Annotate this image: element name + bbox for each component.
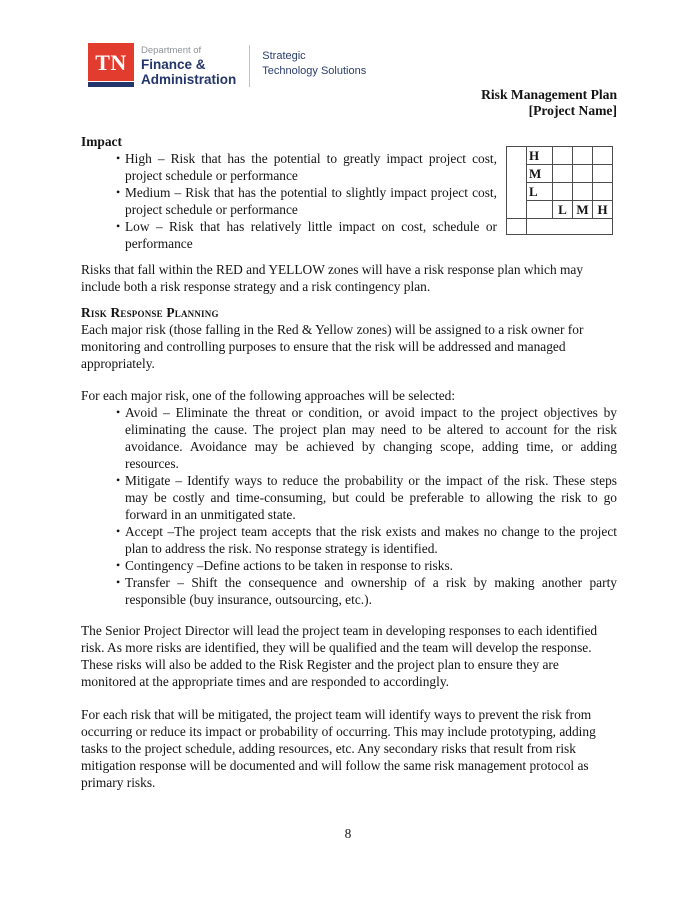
- list-item: • Mitigate – Identify ways to reduce the probability or the impact of the risk. These steps may be costly and time-consuming, but could be preferable to allowing the risk to go forward in an unmitigated state.: [125, 472, 617, 523]
- risk-matrix-table: [506, 146, 613, 235]
- matrix-row-label: H: [527, 147, 553, 165]
- agency-logo: [88, 43, 366, 87]
- matrix-row-label: L: [527, 183, 553, 201]
- impact-bullet-list: [81, 150, 497, 252]
- paragraph-approaches-intro: For each major risk, one of the following approaches will be selected:: [81, 388, 456, 403]
- document-body: [81, 133, 617, 791]
- document-title: [481, 87, 617, 118]
- division-name-block: [262, 43, 366, 78]
- matrix-col-label: L: [553, 201, 573, 219]
- list-item: • Contingency –Define actions to be taken in response to risks.: [125, 557, 617, 574]
- matrix-cell: [593, 165, 613, 183]
- paragraph-zones: Risks that fall within the RED and YELLOW zones will have a risk response plan which may include both a risk response strategy and a risk contingency plan.: [81, 262, 584, 294]
- tn-initials: TN: [95, 49, 127, 75]
- paragraph-senior-project-director: The Senior Project Director will lead the project team in developing responses to each identified risk. As more risks are identified, they will be qualified and the team will develop the response. These risks will also be added to the Risk Register and the project plan to ensure they are monitored at the appropriate times and are responded to accordingly.: [81, 623, 598, 689]
- list-item: • Transfer – Shift the consequence and ownership of a risk by making another party responsible (buy insurance, outsourcing, etc.).: [125, 574, 617, 608]
- tn-logo-underline: [88, 82, 134, 87]
- matrix-cell: [593, 183, 613, 201]
- list-item: • Low – Risk that has relatively little impact on cost, schedule or performance: [125, 218, 497, 252]
- matrix-cell: [593, 147, 613, 165]
- division-name-line1: Strategic: [262, 50, 306, 62]
- matrix-cell: [553, 183, 573, 201]
- document-title-line1: Risk Management Plan: [481, 87, 617, 102]
- impact-heading: Impact: [81, 134, 122, 149]
- tn-logo-icon: [88, 43, 134, 81]
- department-prefix: Department of: [141, 45, 202, 56]
- list-item: • Medium – Risk that has the potential to slightly impact project cost, project schedule or performance: [125, 184, 497, 218]
- impact-section: [81, 133, 617, 252]
- list-item: • Accept –The project team accepts that the risk exists and makes no change to the project plan to address the risk. No response strategy is identified.: [125, 523, 617, 557]
- department-name-block: [141, 43, 236, 87]
- paragraph-mitigated-risks: For each risk that will be mitigated, the project team will identify ways to prevent the risk from occurring or reduce its impact or probability of occurring. This may include prototyping, adding tasks to the project schedule, adding resources, etc. Any secondary risks that result from risk mitigation response will be documented and will follow the same risk management protocol as primary risks.: [81, 707, 596, 790]
- department-name-line1: Finance &: [141, 57, 206, 72]
- matrix-axis-cell: [507, 219, 527, 235]
- risk-matrix: [506, 146, 613, 252]
- list-item: • Avoid – Eliminate the threat or condition, or avoid impact to the project objectives by eliminating the cause. The project plan may need to be altered to account for the risk avoidance. Avoidance may be achieved by changing scope, adding time, or adding resources.: [125, 404, 617, 472]
- list-item: • High – Risk that has the potential to greatly impact project cost, project schedule or performance: [125, 150, 497, 184]
- matrix-cell: [573, 183, 593, 201]
- section-heading-risk-response-planning: Risk Response Planning: [81, 305, 219, 320]
- matrix-cell: [573, 147, 593, 165]
- paragraph-each-major-risk: Each major risk (those falling in the Red & Yellow zones) will be assigned to a risk owner for monitoring and controlling purposes to ensure that the risk will be addressed and managed appropriately.: [81, 322, 584, 371]
- approaches-bullet-list: [81, 404, 617, 608]
- tn-logo-mark: [88, 43, 134, 87]
- matrix-cell: [527, 201, 553, 219]
- matrix-col-label: H: [593, 201, 613, 219]
- matrix-cell: [573, 165, 593, 183]
- document-title-line2: [Project Name]: [528, 102, 617, 118]
- matrix-row-label: M: [527, 165, 553, 183]
- matrix-cell: [553, 165, 573, 183]
- matrix-cell: [553, 147, 573, 165]
- matrix-axis-cell: [527, 219, 613, 235]
- department-name-line2: Administration: [141, 72, 237, 87]
- matrix-axis-cell: [507, 147, 527, 219]
- page-number: 8: [344, 826, 352, 841]
- matrix-col-label: M: [573, 201, 593, 219]
- division-name-line2: Technology Solutions: [262, 64, 367, 77]
- logo-divider: [249, 45, 250, 87]
- impact-definitions: [81, 133, 497, 252]
